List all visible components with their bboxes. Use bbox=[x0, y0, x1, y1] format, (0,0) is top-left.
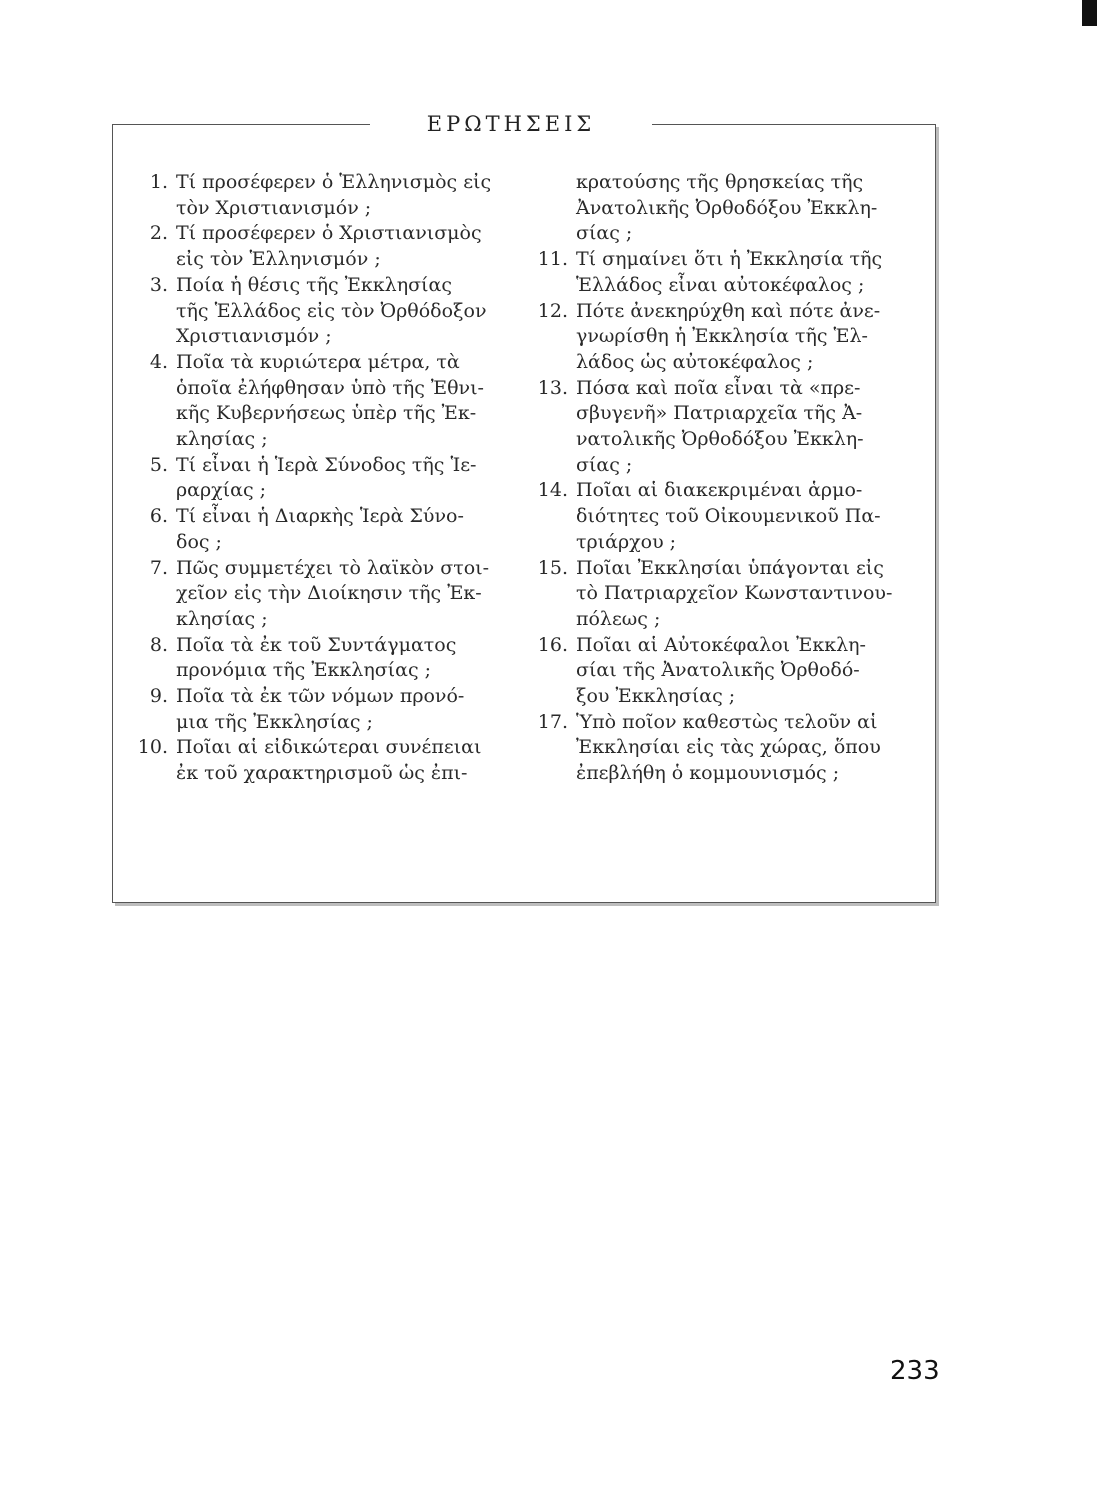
question-item bbox=[120, 684, 520, 735]
question-number: 8. bbox=[149, 633, 168, 656]
question-item bbox=[120, 170, 520, 221]
question-line: χεῖον εἰς τὴν Διοίκησιν τῆς Ἐκ- bbox=[176, 582, 482, 605]
question-text bbox=[576, 376, 925, 479]
question-line: ἐκ τοῦ χαρακτηρισμοῦ ὡς ἐπι- bbox=[176, 762, 468, 785]
right-column bbox=[520, 170, 925, 787]
question-line: Πῶς συμμετέχει τὸ λαϊκὸν στοι- bbox=[176, 556, 490, 579]
question-text bbox=[520, 170, 925, 247]
question-text bbox=[176, 273, 520, 350]
question-line: κῆς Κυβερνήσεως ὑπὲρ τῆς Ἐκ- bbox=[176, 402, 477, 425]
question-line: γνωρίσθη ἡ Ἐκκλησία τῆς Ἑλ- bbox=[576, 325, 868, 348]
question-line: προνόμια τῆς Ἐκκλησίας ; bbox=[176, 659, 432, 682]
question-item bbox=[520, 633, 925, 710]
question-text bbox=[176, 556, 520, 633]
question-line: Ποῖαι αἱ Αὐτοκέφαλοι Ἐκκλη- bbox=[576, 633, 866, 656]
question-line: σίαι τῆς Ἀνατολικῆς Ὀρθοδό- bbox=[576, 659, 860, 682]
question-text bbox=[176, 170, 520, 221]
question-line: Ποῖα τὰ κυριώτερα μέτρα, τὰ bbox=[176, 350, 460, 373]
question-item bbox=[120, 453, 520, 504]
question-line: τριάρχου ; bbox=[576, 530, 677, 553]
question-line: Τί προσέφερεν ὁ Χριστιανισμὸς bbox=[176, 222, 482, 245]
question-line: Τί προσέφερεν ὁ Ἑλληνισμὸς εἰς bbox=[176, 171, 492, 193]
question-number: 2. bbox=[149, 222, 168, 245]
question-line: Τί εἶναι ἡ Ἱερὰ Σύνοδος τῆς Ἱε- bbox=[176, 453, 477, 476]
question-number: 7. bbox=[149, 556, 168, 579]
question-line: τῆς Ἑλλάδος εἰς τὸν Ὀρθόδοξον bbox=[176, 299, 487, 322]
question-number: 9. bbox=[149, 685, 168, 708]
question-line: τὸ Πατριαρχεῖον Κωνσταντινου- bbox=[576, 582, 893, 605]
question-text bbox=[176, 350, 520, 453]
question-line: Πότε ἀνεκηρύχθη καὶ πότε ἀνε- bbox=[576, 299, 881, 322]
question-line: Τί εἶναι ἡ Διαρκὴς Ἱερὰ Σύνο- bbox=[176, 505, 464, 528]
question-line: διότητες τοῦ Οἰκουμενικοῦ Πα- bbox=[576, 505, 881, 528]
question-text bbox=[576, 633, 925, 710]
question-item bbox=[120, 350, 520, 453]
question-line: κλησίας ; bbox=[176, 428, 268, 451]
question-text bbox=[576, 299, 925, 376]
question-line: Χριστιανισμόν ; bbox=[176, 325, 332, 348]
question-text bbox=[576, 556, 925, 633]
scan-mark bbox=[1082, 0, 1097, 26]
question-line: νατολικῆς Ὀρθοδόξου Ἐκκλη- bbox=[576, 428, 864, 451]
question-line: λάδος ὡς αὐτοκέφαλος ; bbox=[576, 350, 814, 373]
question-line: πόλεως ; bbox=[576, 607, 661, 630]
question-item bbox=[520, 556, 925, 633]
question-item bbox=[520, 710, 925, 787]
question-line: Ποία ἡ θέσις τῆς Ἐκκλησίας bbox=[176, 273, 452, 296]
question-line: τὸν Χριστιανισμόν ; bbox=[176, 196, 372, 219]
question-number: 10. bbox=[137, 736, 168, 759]
question-line: Ποῖαι αἱ διακεκριμέναι ἁρμο- bbox=[576, 479, 863, 502]
question-number: 4. bbox=[149, 350, 168, 373]
question-item bbox=[120, 504, 520, 555]
question-line: Ποῖα τὰ ἐκ τοῦ Συντάγματος bbox=[176, 633, 457, 656]
question-number: 13. bbox=[537, 376, 568, 399]
question-item bbox=[120, 556, 520, 633]
question-text bbox=[176, 504, 520, 555]
question-line: κλησίας ; bbox=[176, 607, 268, 630]
question-continuation bbox=[520, 170, 925, 247]
question-text bbox=[176, 453, 520, 504]
question-text bbox=[176, 221, 520, 272]
question-number: 5. bbox=[149, 453, 168, 476]
page-title: ΕΡΩΤΗΣΕΙΣ bbox=[426, 112, 596, 136]
question-number: 12. bbox=[537, 299, 568, 322]
question-line: ξου Ἐκκλησίας ; bbox=[576, 685, 736, 708]
question-item bbox=[120, 633, 520, 684]
question-item bbox=[120, 735, 520, 786]
question-text bbox=[176, 633, 520, 684]
question-item bbox=[520, 478, 925, 555]
question-line: κρατούσης τῆς θρησκείας τῆς bbox=[576, 171, 864, 193]
question-text bbox=[576, 478, 925, 555]
question-item bbox=[520, 247, 925, 298]
question-line: σίας ; bbox=[576, 222, 633, 245]
question-line: Ποῖαι αἱ εἰδικώτεραι συνέπειαι bbox=[176, 736, 482, 759]
question-item bbox=[520, 299, 925, 376]
question-line: Ποῖα τὰ ἐκ τῶν νόμων προνό- bbox=[176, 685, 465, 708]
question-number: 14. bbox=[537, 479, 568, 502]
question-line: Ἐκκλησίαι εἰς τὰς χώρας, ὅπου bbox=[576, 736, 881, 759]
question-number: 3. bbox=[149, 273, 168, 296]
question-line: Ἑλλάδος εἶναι αὐτοκέφαλος ; bbox=[576, 273, 865, 296]
question-line: ὁποῖα ἐλήφθησαν ὑπὸ τῆς Ἐθνι- bbox=[176, 376, 484, 399]
question-number: 15. bbox=[537, 556, 568, 579]
question-item bbox=[120, 273, 520, 350]
question-line: Τί σημαίνει ὅτι ἡ Ἐκκλησία τῆς bbox=[576, 248, 883, 271]
page-number: 233 bbox=[890, 1356, 940, 1386]
question-line: ἐπεβλήθη ὁ κομμουνισμός ; bbox=[576, 762, 840, 785]
question-item bbox=[120, 221, 520, 272]
question-line: σβυγενῆ» Πατριαρχεῖα τῆς Ἀ- bbox=[576, 402, 863, 425]
question-line: Ἀνατολικῆς Ὀρθοδόξου Ἐκκλη- bbox=[576, 196, 878, 219]
question-line: σίας ; bbox=[576, 453, 633, 476]
question-line: δος ; bbox=[176, 530, 222, 553]
question-number: 17. bbox=[537, 710, 568, 733]
question-line: μια τῆς Ἐκκλησίας ; bbox=[176, 710, 373, 733]
question-text bbox=[576, 710, 925, 787]
question-line: Πόσα καὶ ποῖα εἶναι τὰ «πρε- bbox=[576, 376, 861, 399]
question-text bbox=[576, 247, 925, 298]
question-number: 16. bbox=[537, 633, 568, 656]
left-column bbox=[120, 170, 520, 787]
question-line: εἰς τὸν Ἑλληνισμόν ; bbox=[176, 248, 381, 271]
question-line: ραρχίας ; bbox=[176, 479, 267, 502]
question-text bbox=[176, 684, 520, 735]
question-item bbox=[520, 376, 925, 479]
question-text bbox=[176, 735, 520, 786]
question-number: 11. bbox=[537, 248, 568, 271]
question-line: Ποῖαι Ἐκκλησίαι ὑπάγονται εἰς bbox=[576, 556, 884, 579]
question-line: Ὑπὸ ποῖον καθεστὼς τελοῦν αἱ bbox=[576, 710, 878, 733]
question-number: 6. bbox=[149, 505, 168, 528]
question-number: 1. bbox=[149, 171, 168, 193]
